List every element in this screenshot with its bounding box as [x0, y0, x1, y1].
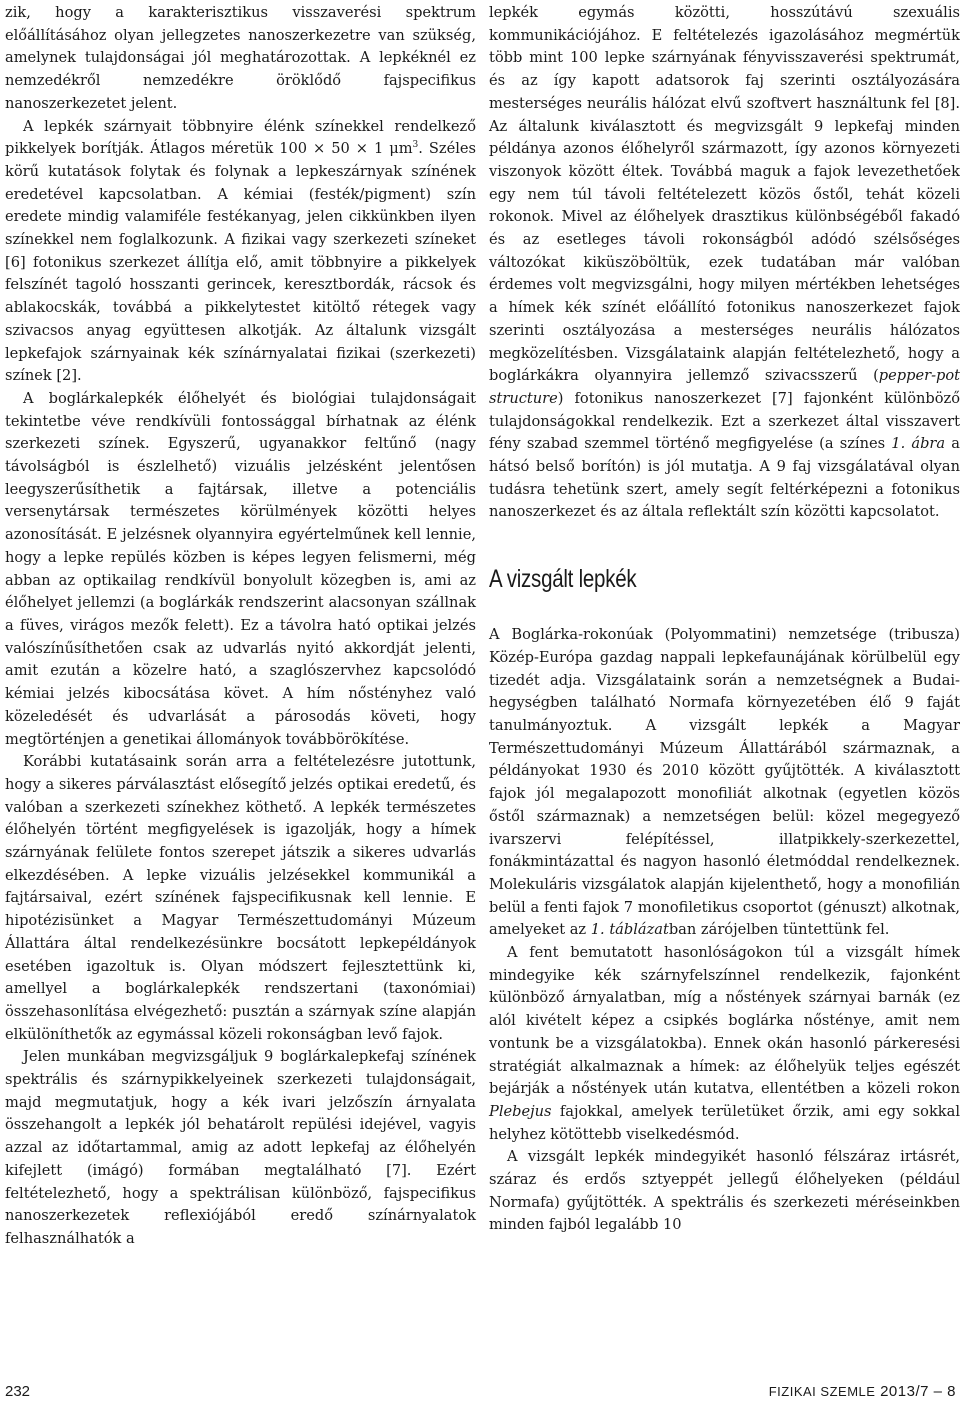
text-run: A Boglárka-rokonúak (Polyommatini) nemzetsége (tribusza) Közép-Európa gazdag nappali lepkefaunájának körülbelül egy tizedét adja. Vizsgálataink során a nemzetségnek a Budai-hegységben található Normafa környezetében élő 9 faját tanulmányoztuk. A vizsgált lepkék a Magyar Természettudományi Múzeum Állattárából származnak, a példányokat 1930 és 2010 között gyűjtötték. A kiválasztott fajok jól megalapozott monofiliát alkotnak (egyetlen közös őstől származnak) a nemzetségen belül: közel megegyező ivarszervi felépítéssel, illatpikkely-szerkezettel, fonákmintázattal és nagyon hasonló életmóddal rendelkeznek. Molekuláris vizsgálatok alapján kijelenthető, hogy a monofilián belül a fenti fajok 7 monofiletikus csoportot (génuszt) alkotnak, amelyeket az: [489, 626, 960, 939]
paragraph: [5, 116, 476, 388]
page-number: 232: [5, 1383, 31, 1400]
journal-name: FIZIKAI SZEMLE: [768, 1384, 876, 1399]
paragraph: A boglárkalepkék élőhelyét és biológiai tulajdonságait tekintetbe véve rendkívüli fontossággal bírhatnak az élénk szerkezeti színek. Egyszerű, ugyanakkor feltűnő (nagy távolságból is észlelhető) vizuális jelzésként jelentősen leegyszerűsíthetik a fajtársak, illetve a potenciális versenytársak természetes körülmények közötti helyes azonosítását. E jelzésnek olyannyira egyértelműnek kell lennie, hogy a lepke repülés közben is képes legyen felismerni, még abban az optikailag rendkívül bonyolult közegben is, ami az élőhelyet jellemzi (a boglárkák rendszerint alacsonyan szállnak a füves, virágos mezők felett). Ez a távolra ható optikai jelzés valószínűsíthetően csak az udvarlás nyitó akkordját jelenti, amit ezután a közelre ható, a szaglószervhez kapcsolódó kémiai jelzés kibocsátása követ. A hím nőstényhez való közeledését és udvarlását a párosodás követi, hogy megtörténjen a genetikai állományok továbbörökítése.: [5, 389, 476, 748]
italic-term: Plebejus: [489, 1102, 552, 1120]
text-run: . Széles körű kutatások folytak és folynak a lepkeszárnyak színének eredetével kapcsolatban. A kémiai (festék/pigment) szín eredete mindig valamiféle festékanyag, jelen cikkünkben ilyen színekkel nem foglalkozunk. A fizikai vagy szerkezeti színeket [6] fotonikus szerkezet állítja elő, amit többnyire a pikkelyek felszínét tagoló hosszanti gerincek, keresztbordák, rácsok és ablakocskák, továbbá a pikkelytestet kitöltő rétegek vagy szivacsos anyag együttesen alkotják. Az általunk vizsgált lepkefajok szárnyainak kék színárnyalatai fizikai (szerkezeti) színek [2].: [5, 140, 476, 385]
text-run: lepkék egymás közötti, hosszútávú szexuális kommunikációjához. E feltételezés igazolásához megmértük több mint 100 lepke szárnyának fényvisszaverési spektrumát, és az így kapott adatsorok faj szerinti osztályozására mesterséges neurális hálózat elvű szoftvert használtunk fel [8]. Az általunk kiválasztott és megvizsgált 9 lepkefaj minden példánya azonos élőhelyről származott, így azonos környezeti viszonyok között éltek. Továbbá maguk a fajok levezethetőek egy nem túl távoli feltételezett közös őstől, tehát közeli rokonok. Mivel az élőhelyek drasztikus különbségéből fakadó és az esetleges távoli rokonságból adódó szélsőséges változókat kiküszöböltük, ezek tudatában már valóban érdemes volt megvizsgálni, hogy milyen mértékben lehetséges a hímek kék színét előállító fotonikus nanoszerkezet fajok szerinti osztályozása a mesterséges neurális hálózatos megközelítésben. Vizsgálataink alapján feltételezhető, hogy a boglárkákra olyannyira jellemző szivacsszerű (: [489, 4, 960, 385]
text-run: ban zárójelben tüntettünk fel.: [668, 921, 890, 939]
text-run: fajokkal, amelyek területüket őrzik, ami egy sokkal helyhez kötöttebb viselkedésmód.: [489, 1102, 960, 1143]
superscript: 3: [412, 140, 419, 151]
issue-number: 2013/7 – 8: [880, 1383, 956, 1400]
text-run: A fent bemutatott hasonlóságokon túl a vizsgált hímek mindegyike kék szárnyfelszínnel rendelkezik, fajonként különböző árnyalatban, míg a nőstények szárnyai barnák (ez alól kivételt képez a csipkés boglárka nősténye, amit nem vontunk be a vizsgálatokba). Ennek okán hasonló párkeresési stratégiát alkalmaznak a hímek: az élőhelyük teljes egészét bejárják a nőstények után kutatva, ellentétben a közeli rokon: [489, 944, 960, 1098]
text-run: A lepkék szárnyait többnyire élénk színekkel rendelkező pikkelyek borítják. Átlagos méretük 100 × 50 × 1 μm: [5, 117, 476, 158]
text-run: a hátsó belső borítón) is jól mutatja. A 9 faj vizsgálatával olyan tudásra tehetünk szert, amely segít feltérképezni a fotonikus nanoszerkezet és az általa reflektált szín közötti kapcsolatot.: [489, 435, 960, 521]
table-reference: 1. táblázat: [590, 921, 669, 939]
section-heading: A vizsgált lepkék: [489, 565, 637, 594]
paragraph: Korábbi kutatásaink során arra a feltételezésre jutottunk, hogy a sikeres párválasztást elősegítő jelzés optikai eredetű, és valóban a szerkezeti színekhez köthető. A lepkék természetes élőhelyén történt megfigyelések is igazolják, hogy a hímek szárnyának felülete fontos szerepet játszik a sikeres udvarlás elkezdésében. A lepke vizuális jelzésekkel kommunikál a fajtársaival, ezért színének fajspecifikusnak kell lennie. E hipotézisünket a Magyar Természettudományi Múzeum Állattára által rendelkezésünkre bocsátott lepkepéldányok esetében igazoltuk is. Olyan módszert fejlesztettünk ki, amellyel a boglárkalepkék rendszertani (taxonómiai) összehasonlítása elvégezhető: pusztán a szárnyak színe alapján elkülöníthetők az egymással közeli rokonságban levő fajok.: [5, 753, 476, 1043]
paragraph: [489, 942, 960, 1146]
figure-reference: 1. ábra: [891, 435, 946, 453]
italic-term: pepper-pot structure: [489, 367, 960, 407]
paragraph: A vizsgált lepkék mindegyikét hasonló félszáraz irtásrét, száraz és erdős sztyeppét jellegű élőhelyeken (például Normafa) gyűjtötték. A spektrális és szerkezeti méréseinkben minden fajból legalább 10: [489, 1148, 960, 1234]
paragraph: zik, hogy a karakterisztikus visszaverési spektrum előállításához olyan jellegzetes nanoszerkezetre van szükség, amelynek tulajdonságai jól meghatározottak. A lepkéknél ez nemzedékről nemzedékre öröklődő fajspecifikus nanoszerkezetet jelent.: [5, 4, 476, 112]
paragraph: [489, 624, 960, 942]
paragraph: [489, 2, 960, 524]
journal-info: [769, 1383, 956, 1400]
paragraph: Jelen munkában megvizsgáljuk 9 boglárkalepkefaj színének spektrális és szárnypikkelyeinek szerkezeti tulajdonságait, majd megmutatjuk, hogy a kék ivari jelzőszín árnyalata összehangolt a lepkék jól behatárolt repülési idejével, vagyis azzal az időtartammal, amig az adott lepkefaj az élőhelyén kifejlett (imágó) formában megtalálható [7]. Ezért feltételezhető, hogy a spektrálisan különböző, fajspecifikus nanoszerkezetek reflexiójából eredő színárnyalatok felhasználhatók a: [5, 1048, 476, 1247]
left-column: [5, 2, 476, 1251]
right-column: [489, 2, 960, 1237]
text-run: ) fotonikus nanoszerkezet [7] fajonként különböző tulajdonságokkal rendelkezik. Ezt a szerkezet által visszavert fény szabad szemmel történő megfigyelése (a színes: [489, 389, 960, 453]
